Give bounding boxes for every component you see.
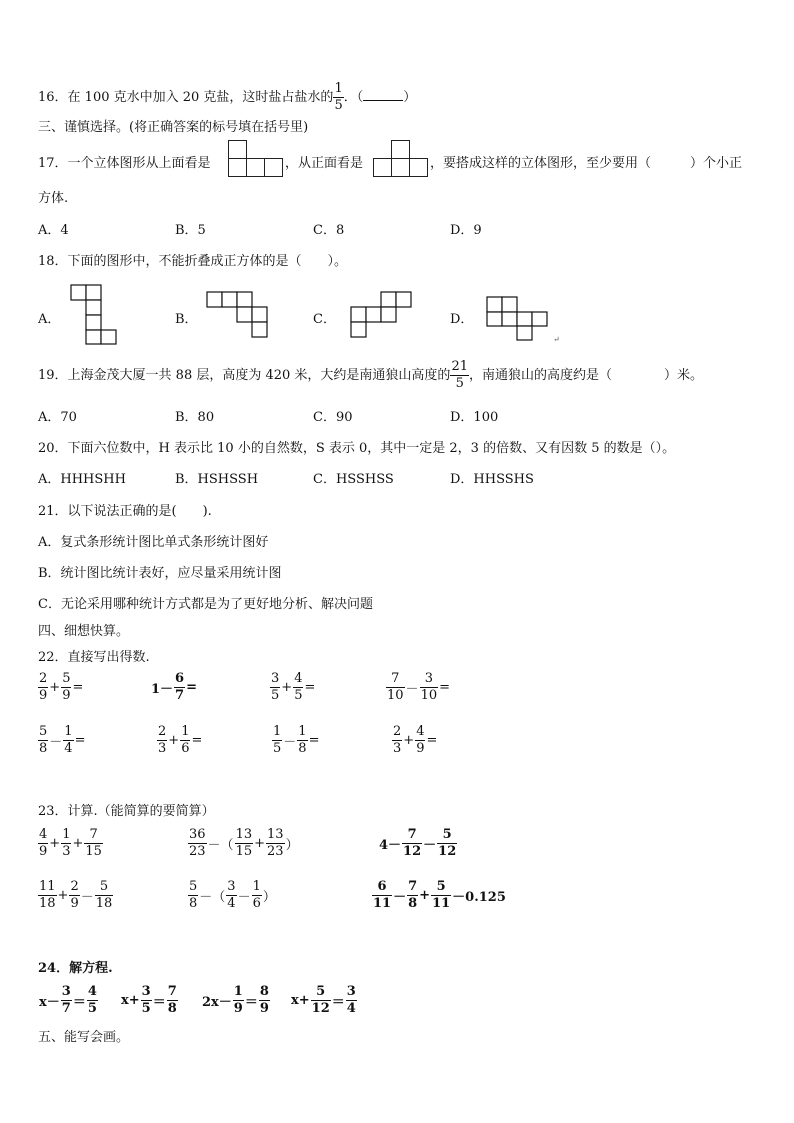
- operator: =: [72, 680, 84, 695]
- q20-option-d[interactable]: D．HHSSHS: [450, 472, 534, 487]
- q23-expr: [38, 828, 103, 859]
- q23-expr: [378, 828, 457, 859]
- operator: +: [49, 680, 61, 695]
- fraction: $\frac{5}{9}$: [62, 671, 71, 703]
- operator: ＝: [72, 995, 86, 1010]
- fraction: $\frac{7}{8}$: [408, 879, 418, 911]
- fraction: $\frac{1}{3}$: [62, 827, 71, 859]
- fraction: $\frac{5}{11}$: [432, 879, 451, 911]
- q22-expr: [386, 672, 451, 703]
- fraction: $\frac{4}{9}$: [416, 724, 425, 756]
- fraction: $\frac{6}{7}$: [175, 671, 185, 703]
- q19-fraction: $\frac{21}{5}$: [451, 359, 468, 391]
- operator: －: [49, 735, 63, 750]
- operator: －: [405, 682, 419, 697]
- q24-equation: [38, 985, 98, 1016]
- operator: +: [49, 836, 61, 851]
- q20-option-a[interactable]: A．HHHSHH: [38, 472, 126, 487]
- operator: +: [403, 733, 415, 748]
- q24-equation: [120, 985, 178, 1016]
- fraction: $\frac{1}{9}$: [233, 984, 243, 1016]
- net-figure-a: [70, 284, 120, 346]
- operator: 2x－: [202, 995, 232, 1010]
- operator: =: [304, 680, 316, 695]
- operator: －0.125: [452, 890, 506, 905]
- operator: =: [186, 680, 197, 695]
- fraction: $\frac{7}{15}$: [85, 827, 102, 859]
- fraction: $\frac{13}{15}$: [235, 827, 253, 859]
- q19-option-a[interactable]: A．70: [38, 410, 77, 425]
- fraction: $\frac{4}{5}$: [294, 671, 303, 703]
- q18-option-c[interactable]: C．: [313, 312, 336, 327]
- operator: x+: [121, 993, 140, 1008]
- q17-option-c[interactable]: C．8: [313, 223, 345, 238]
- operator: －: [237, 890, 251, 905]
- fraction: $\frac{5}{8}$: [39, 724, 48, 756]
- fraction: $\frac{6}{11}$: [373, 879, 392, 911]
- operator: －: [423, 838, 437, 853]
- answer-blank[interactable]: [363, 88, 403, 101]
- q17-text-c: ，要搭成这样的立体图形，至少要用（ ）个小正: [430, 156, 743, 171]
- operator: －（: [199, 890, 226, 905]
- operator: =: [74, 733, 86, 748]
- operator: +: [254, 836, 266, 851]
- q20-option-b[interactable]: B．HSHSSH: [175, 472, 259, 487]
- operator: +: [419, 888, 431, 903]
- net-figure-b: [206, 291, 270, 339]
- operator: ＝: [244, 995, 258, 1010]
- question-22: 22．直接写出得数.: [38, 650, 150, 665]
- q23-expr: [38, 880, 113, 911]
- q22-expr: [270, 672, 316, 703]
- fraction: $\frac{4}{5}$: [87, 984, 97, 1016]
- q22-expr: [38, 672, 84, 703]
- question-24: 24．解方程.: [38, 961, 113, 976]
- fraction: $\frac{2}{9}$: [70, 879, 79, 911]
- q17-option-a[interactable]: A．4: [38, 223, 69, 238]
- operator: ＝: [152, 995, 166, 1010]
- operator: +: [57, 888, 69, 903]
- operator: 1－: [151, 682, 174, 697]
- q17-text-d: 方体.: [38, 191, 69, 206]
- question-20: 20．下面六位数中，H 表示比 10 小的自然数，S 表示 0，其中一定是 2，3 的倍数、又有因数 5 的数是（）。: [38, 441, 676, 456]
- q16-text: 16．在 100 克水中加入 20 克盐，这时盐占盐水的: [38, 90, 334, 105]
- q19-option-b[interactable]: B．80: [175, 410, 215, 425]
- q18-option-a[interactable]: A．: [38, 312, 61, 327]
- fraction: $\frac{13}{23}$: [267, 827, 284, 859]
- fraction: $\frac{5}{18}$: [95, 879, 113, 911]
- fraction: $\frac{1}{5}$: [273, 724, 282, 756]
- operator: +: [281, 680, 293, 695]
- operator: －（: [207, 838, 234, 853]
- fraction: $\frac{4}{9}$: [39, 827, 48, 859]
- q22-expr: [38, 725, 86, 756]
- question-23: 23．计算.（能简算的要简算）: [38, 804, 215, 819]
- question-18: 18．下面的图形中，不能折叠成正方体的是（ ）。: [38, 254, 348, 269]
- q17-option-b[interactable]: B．5: [175, 223, 206, 238]
- q20-option-c[interactable]: C．HSSHSS: [313, 472, 394, 487]
- operator: 4－: [379, 838, 402, 853]
- operator: +: [72, 836, 84, 851]
- q17-text-a: 17．一个立体图形从上面看是: [38, 156, 211, 171]
- operator: ＝: [331, 995, 345, 1010]
- fraction: $\frac{11}{18}$: [39, 879, 56, 911]
- fraction: $\frac{8}{9}$: [259, 984, 269, 1016]
- net-figure-d: [486, 296, 550, 342]
- operator: －: [283, 735, 297, 750]
- section-3-heading: 三、谨慎选择。(将正确答案的标号填在括号里): [38, 120, 309, 135]
- q17-text-b: ，从正面看是: [285, 156, 364, 171]
- q18-option-d[interactable]: D．: [450, 312, 474, 327]
- operator: x－: [39, 995, 60, 1010]
- operator: =: [308, 733, 320, 748]
- question-21: 21．以下说法正确的是( ).: [38, 504, 212, 519]
- fraction: $\frac{2}{3}$: [393, 724, 402, 756]
- q24-equation: [290, 985, 357, 1016]
- operator: ）: [285, 838, 299, 853]
- fraction: $\frac{3}{4}$: [227, 879, 236, 911]
- front-view-figure: [373, 140, 431, 177]
- return-mark-icon: ↵: [553, 335, 560, 344]
- fraction: $\frac{7}{12}$: [403, 827, 422, 859]
- fraction: $\frac{1}{6}$: [181, 724, 190, 756]
- fraction: $\frac{36}{23}$: [189, 827, 206, 859]
- q22-expr: [392, 725, 438, 756]
- q24-equation: [201, 985, 270, 1016]
- fraction: $\frac{1}{6}$: [252, 879, 261, 911]
- q23-expr: [372, 880, 507, 911]
- question-19: 19．上海金茂大厦一共 88 层，高度为 420 米，大约是南通狼山高度的 $\frac{21}{5}$ ，南通狼山的高度约是（ ）米。: [38, 359, 703, 391]
- top-view-figure: [228, 140, 286, 177]
- q19-option-d[interactable]: D．100: [450, 410, 499, 425]
- fraction: $\frac{3}{5}$: [271, 671, 280, 703]
- operator: －: [393, 890, 407, 905]
- fraction: $\frac{2}{9}$: [39, 671, 48, 703]
- operator: =: [439, 680, 451, 695]
- operator: ）: [262, 890, 276, 905]
- fraction: $\frac{5}{12}$: [438, 827, 457, 859]
- fraction: $\frac{3}{10}$: [420, 671, 438, 703]
- operator: +: [168, 733, 180, 748]
- fraction: $\frac{3}{4}$: [346, 984, 356, 1016]
- q17-option-d[interactable]: D．9: [450, 223, 482, 238]
- operator: =: [426, 733, 438, 748]
- q18-option-b[interactable]: B．: [175, 312, 198, 327]
- q22-expr: [272, 725, 320, 756]
- operator: x+: [291, 993, 310, 1008]
- q23-expr: [188, 880, 277, 911]
- q21-option-a[interactable]: A．复式条形统计图比单式条形统计图好: [38, 535, 269, 550]
- net-figure-c: [350, 291, 414, 339]
- section-4-heading: 四、细想快算。: [38, 624, 130, 639]
- fraction: $\frac{1}{4}$: [64, 724, 73, 756]
- fraction: $\frac{3}{5}$: [141, 984, 151, 1016]
- q19-option-c[interactable]: C．90: [313, 410, 353, 425]
- section-5-heading: 五、能写会画。: [38, 1030, 130, 1045]
- fraction: $\frac{3}{7}$: [61, 984, 71, 1016]
- fraction: $\frac{7}{10}$: [387, 671, 404, 703]
- q22-expr: [150, 672, 198, 703]
- operator: －: [80, 890, 94, 905]
- fraction: $\frac{7}{8}$: [167, 984, 177, 1016]
- q21-option-c[interactable]: C．无论采用哪种统计方式都是为了更好地分析、解决问题: [38, 597, 373, 612]
- fraction: $\frac{2}{3}$: [158, 724, 167, 756]
- operator: =: [191, 733, 203, 748]
- fraction: $\frac{5}{12}$: [311, 984, 330, 1016]
- q23-expr: [188, 828, 300, 859]
- question-16: 16．在 100 克水中加入 20 克盐，这时盐占盐水的 $\frac{1}{5}$ ．（ ）: [38, 81, 417, 113]
- q21-option-b[interactable]: B．统计图比统计表好，应尽量采用统计图: [38, 566, 282, 581]
- q16-fraction: $\frac{1}{5}$: [334, 81, 343, 113]
- fraction: $\frac{1}{8}$: [298, 724, 307, 756]
- fraction: $\frac{5}{8}$: [189, 879, 198, 911]
- q22-expr: [157, 725, 203, 756]
